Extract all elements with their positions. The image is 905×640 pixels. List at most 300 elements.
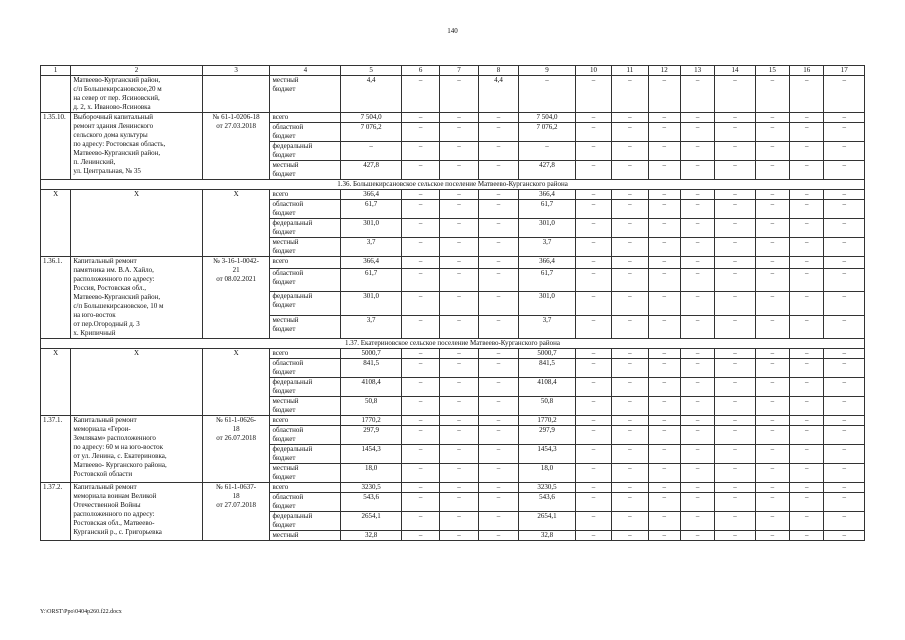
value-col-15: –	[755, 349, 789, 359]
value-col-10: –	[575, 512, 611, 531]
value-col-12: –	[648, 76, 680, 113]
value-col-8: –	[478, 493, 518, 512]
value-col-7: –	[440, 257, 478, 269]
value-col-5: 366,4	[341, 257, 402, 269]
funding-source: областной бюджет	[270, 359, 341, 378]
funding-source: федеральный бюджет	[270, 512, 341, 531]
value-col-11: –	[612, 359, 648, 378]
value-col-6: –	[401, 378, 439, 397]
value-col-11: –	[612, 257, 648, 269]
value-col-6: –	[401, 426, 439, 445]
value-col-11: –	[612, 142, 648, 161]
row-number	[41, 76, 71, 113]
value-col-10: –	[575, 113, 611, 123]
value-col-13: –	[680, 76, 714, 113]
funding-source: всего	[270, 257, 341, 269]
section-heading: 1.37. Екатериновское сельское поселение Матвеево-Курганского района	[41, 339, 865, 349]
document-number: X	[202, 349, 270, 416]
funding-source: областной бюджет	[270, 200, 341, 219]
value-col-9: 7 504,0	[519, 113, 576, 123]
value-col-16: –	[790, 416, 824, 426]
object-description: Выборочный капитальный ремонт здания Ленинского сельского дома культуры по адресу: Ростовская область, Матвеево-Курганский район, п. Ленинский, ул. Центральная, № 35	[71, 113, 202, 180]
value-col-5: 3,7	[341, 238, 402, 257]
value-col-7: –	[440, 416, 478, 426]
value-col-16: –	[790, 464, 824, 483]
value-col-5: 50,8	[341, 397, 402, 416]
value-col-12: –	[648, 269, 680, 292]
value-col-12: –	[648, 200, 680, 219]
value-col-9: 3,7	[519, 315, 576, 338]
value-col-12: –	[648, 426, 680, 445]
value-col-7: –	[440, 359, 478, 378]
value-col-11: –	[612, 292, 648, 315]
value-col-14: –	[715, 349, 755, 359]
value-col-15: –	[755, 531, 789, 541]
value-col-16: –	[790, 426, 824, 445]
value-col-12: –	[648, 113, 680, 123]
value-col-8: –	[478, 416, 518, 426]
value-col-7: –	[440, 123, 478, 142]
value-col-14: –	[715, 257, 755, 269]
value-col-11: –	[612, 113, 648, 123]
value-col-12: –	[648, 219, 680, 238]
value-col-14: –	[715, 76, 755, 113]
value-col-16: –	[790, 483, 824, 493]
value-col-5: 4,4	[341, 76, 402, 113]
object-description: Капитальный ремонт памятника им. В.А. Хайло, расположенного по адресу: Россия, Ростовская обл., Матвеево-Курганский район, с/п Большекирсановское, 10 м на юго-восток от пер.Огородный д. 3 х. Крипичный	[71, 257, 202, 339]
value-col-7: –	[440, 269, 478, 292]
value-col-6: –	[401, 269, 439, 292]
value-col-13: –	[680, 200, 714, 219]
value-col-10: –	[575, 76, 611, 113]
section-heading-row	[41, 180, 865, 190]
value-col-9: 32,8	[519, 531, 576, 541]
value-col-17: –	[824, 142, 865, 161]
value-col-11: –	[612, 200, 648, 219]
value-col-16: –	[790, 292, 824, 315]
value-col-8: –	[478, 445, 518, 464]
value-col-7: –	[440, 315, 478, 338]
value-col-14: –	[715, 123, 755, 142]
object-description: Капитальный ремонт мемориала воинам Великой Отечественной Войны расположенного по адресу: Ростовская обл., Матвеево- Курганский р., с. Григорьевка	[71, 483, 202, 541]
value-col-16: –	[790, 190, 824, 200]
value-col-10: –	[575, 426, 611, 445]
value-col-17: –	[824, 531, 865, 541]
value-col-8: –	[478, 238, 518, 257]
value-col-10: –	[575, 292, 611, 315]
value-col-13: –	[680, 445, 714, 464]
value-col-10: –	[575, 238, 611, 257]
value-col-12: –	[648, 142, 680, 161]
value-col-14: –	[715, 219, 755, 238]
value-col-13: –	[680, 397, 714, 416]
value-col-8: –	[478, 464, 518, 483]
value-col-13: –	[680, 483, 714, 493]
value-col-14: –	[715, 142, 755, 161]
value-col-8: –	[478, 512, 518, 531]
value-col-10: –	[575, 493, 611, 512]
value-col-9: 366,4	[519, 190, 576, 200]
value-col-7: –	[440, 378, 478, 397]
value-col-9: 427,8	[519, 161, 576, 180]
funding-source: местный	[270, 531, 341, 541]
value-col-15: –	[755, 512, 789, 531]
funding-source: местный бюджет	[270, 161, 341, 180]
value-col-6: –	[401, 238, 439, 257]
value-col-16: –	[790, 142, 824, 161]
value-col-12: –	[648, 378, 680, 397]
value-col-17: –	[824, 483, 865, 493]
value-col-15: –	[755, 292, 789, 315]
column-number: 16	[790, 66, 824, 76]
value-col-16: –	[790, 123, 824, 142]
value-col-12: –	[648, 512, 680, 531]
value-col-17: –	[824, 359, 865, 378]
value-col-7: –	[440, 142, 478, 161]
value-col-11: –	[612, 464, 648, 483]
value-col-12: –	[648, 397, 680, 416]
funding-source: федеральный бюджет	[270, 445, 341, 464]
table-body	[41, 66, 865, 541]
value-col-6: –	[401, 359, 439, 378]
value-col-12: –	[648, 483, 680, 493]
value-col-10: –	[575, 200, 611, 219]
value-col-6: –	[401, 200, 439, 219]
value-col-14: –	[715, 493, 755, 512]
object-description: Матвеево-Курганский район, с/п Большекирсановское,20 м на север от пер. Ясиновский, д. 2, х. Иваново-Ясиновка	[71, 76, 202, 113]
value-col-11: –	[612, 416, 648, 426]
value-col-13: –	[680, 416, 714, 426]
value-col-16: –	[790, 315, 824, 338]
value-col-16: –	[790, 161, 824, 180]
section-heading-row	[41, 339, 865, 349]
value-col-12: –	[648, 531, 680, 541]
value-col-7: –	[440, 190, 478, 200]
value-col-13: –	[680, 238, 714, 257]
value-col-5: 841,5	[341, 359, 402, 378]
funding-source: всего	[270, 190, 341, 200]
document-number: № 3-16-1-0042- 21 от 08.02.2021	[202, 257, 270, 339]
value-col-5: 18,0	[341, 464, 402, 483]
value-col-9: –	[519, 142, 576, 161]
value-col-17: –	[824, 378, 865, 397]
value-col-6: –	[401, 257, 439, 269]
value-col-6: –	[401, 315, 439, 338]
value-col-7: –	[440, 445, 478, 464]
value-col-8: –	[478, 123, 518, 142]
value-col-16: –	[790, 349, 824, 359]
value-col-17: –	[824, 123, 865, 142]
value-col-8: –	[478, 349, 518, 359]
value-col-15: –	[755, 257, 789, 269]
value-col-7: –	[440, 493, 478, 512]
value-col-13: –	[680, 464, 714, 483]
value-col-7: –	[440, 397, 478, 416]
value-col-5: 7 504,0	[341, 113, 402, 123]
value-col-13: –	[680, 292, 714, 315]
column-number-row	[41, 66, 865, 76]
value-col-12: –	[648, 292, 680, 315]
column-number: 8	[478, 66, 518, 76]
value-col-9: 61,7	[519, 200, 576, 219]
funding-source: областной бюджет	[270, 426, 341, 445]
value-col-9: 3,7	[519, 238, 576, 257]
value-col-9: 1770,2	[519, 416, 576, 426]
value-col-13: –	[680, 161, 714, 180]
object-description: X	[71, 190, 202, 257]
value-col-10: –	[575, 349, 611, 359]
value-col-6: –	[401, 445, 439, 464]
value-col-16: –	[790, 445, 824, 464]
value-col-5: 7 076,2	[341, 123, 402, 142]
value-col-15: –	[755, 416, 789, 426]
value-col-12: –	[648, 359, 680, 378]
value-col-6: –	[401, 349, 439, 359]
value-col-17: –	[824, 113, 865, 123]
value-col-7: –	[440, 76, 478, 113]
value-col-10: –	[575, 397, 611, 416]
value-col-14: –	[715, 445, 755, 464]
value-col-11: –	[612, 238, 648, 257]
funding-source: областной бюджет	[270, 493, 341, 512]
value-col-10: –	[575, 378, 611, 397]
value-col-14: –	[715, 238, 755, 257]
value-col-14: –	[715, 483, 755, 493]
value-col-17: –	[824, 397, 865, 416]
value-col-5: 5000,7	[341, 349, 402, 359]
value-col-15: –	[755, 426, 789, 445]
value-col-8: –	[478, 397, 518, 416]
table-row	[41, 76, 865, 113]
value-col-16: –	[790, 219, 824, 238]
value-col-14: –	[715, 512, 755, 531]
page-number: 140	[447, 27, 458, 35]
value-col-14: –	[715, 378, 755, 397]
value-col-14: –	[715, 269, 755, 292]
value-col-15: –	[755, 238, 789, 257]
funding-source: всего	[270, 349, 341, 359]
row-number: 1.37.1.	[41, 416, 71, 483]
value-col-7: –	[440, 113, 478, 123]
value-col-13: –	[680, 219, 714, 238]
value-col-7: –	[440, 464, 478, 483]
value-col-13: –	[680, 142, 714, 161]
value-col-9: 841,5	[519, 359, 576, 378]
value-col-9: 543,6	[519, 493, 576, 512]
value-col-15: –	[755, 219, 789, 238]
value-col-6: –	[401, 190, 439, 200]
column-number: 4	[270, 66, 341, 76]
value-col-16: –	[790, 113, 824, 123]
value-col-15: –	[755, 464, 789, 483]
value-col-17: –	[824, 426, 865, 445]
value-col-6: –	[401, 76, 439, 113]
value-col-15: –	[755, 142, 789, 161]
value-col-14: –	[715, 416, 755, 426]
funding-source: местный бюджет	[270, 76, 341, 113]
value-col-10: –	[575, 464, 611, 483]
column-number: 15	[755, 66, 789, 76]
value-col-9: 3230,5	[519, 483, 576, 493]
value-col-7: –	[440, 483, 478, 493]
value-col-15: –	[755, 269, 789, 292]
value-col-8: –	[478, 292, 518, 315]
value-col-9: 50,8	[519, 397, 576, 416]
column-number: 3	[202, 66, 270, 76]
value-col-7: –	[440, 200, 478, 219]
value-col-8: –	[478, 483, 518, 493]
value-col-17: –	[824, 219, 865, 238]
column-number: 13	[680, 66, 714, 76]
value-col-6: –	[401, 416, 439, 426]
table-row	[41, 190, 865, 200]
row-number: 1.36.1.	[41, 257, 71, 339]
value-col-17: –	[824, 238, 865, 257]
value-col-9: 366,4	[519, 257, 576, 269]
column-number: 9	[519, 66, 576, 76]
value-col-15: –	[755, 190, 789, 200]
value-col-15: –	[755, 359, 789, 378]
value-col-6: –	[401, 397, 439, 416]
value-col-14: –	[715, 292, 755, 315]
value-col-11: –	[612, 378, 648, 397]
value-col-9: 2654,1	[519, 512, 576, 531]
document-number: № 61-1-0206-18 от 27.03.2018	[202, 113, 270, 180]
value-col-13: –	[680, 123, 714, 142]
funding-source: федеральный бюджет	[270, 142, 341, 161]
value-col-8: –	[478, 359, 518, 378]
value-col-16: –	[790, 257, 824, 269]
value-col-7: –	[440, 238, 478, 257]
column-number: 17	[824, 66, 865, 76]
value-col-5: 61,7	[341, 269, 402, 292]
funding-source: областной бюджет	[270, 269, 341, 292]
value-col-11: –	[612, 531, 648, 541]
value-col-9: 301,0	[519, 219, 576, 238]
value-col-9: 5000,7	[519, 349, 576, 359]
value-col-14: –	[715, 113, 755, 123]
object-description: X	[71, 349, 202, 416]
funding-source: местный бюджет	[270, 238, 341, 257]
value-col-12: –	[648, 416, 680, 426]
value-col-5: 3230,5	[341, 483, 402, 493]
value-col-10: –	[575, 416, 611, 426]
value-col-8: –	[478, 142, 518, 161]
value-col-16: –	[790, 76, 824, 113]
value-col-14: –	[715, 190, 755, 200]
value-col-13: –	[680, 190, 714, 200]
value-col-16: –	[790, 269, 824, 292]
value-col-5: 4108,4	[341, 378, 402, 397]
value-col-11: –	[612, 315, 648, 338]
value-col-15: –	[755, 123, 789, 142]
value-col-17: –	[824, 416, 865, 426]
value-col-12: –	[648, 493, 680, 512]
value-col-5: 297,9	[341, 426, 402, 445]
value-col-6: –	[401, 512, 439, 531]
value-col-11: –	[612, 123, 648, 142]
value-col-16: –	[790, 493, 824, 512]
value-col-13: –	[680, 493, 714, 512]
value-col-13: –	[680, 113, 714, 123]
value-col-8: –	[478, 161, 518, 180]
value-col-7: –	[440, 219, 478, 238]
value-col-10: –	[575, 269, 611, 292]
value-col-17: –	[824, 493, 865, 512]
value-col-5: 427,8	[341, 161, 402, 180]
column-number: 5	[341, 66, 402, 76]
value-col-17: –	[824, 161, 865, 180]
value-col-16: –	[790, 238, 824, 257]
value-col-12: –	[648, 190, 680, 200]
value-col-11: –	[612, 483, 648, 493]
value-col-17: –	[824, 76, 865, 113]
value-col-5: 1770,2	[341, 416, 402, 426]
value-col-9: 1454,3	[519, 445, 576, 464]
document-number: X	[202, 190, 270, 257]
funding-source: всего	[270, 416, 341, 426]
value-col-12: –	[648, 464, 680, 483]
value-col-8: 4,4	[478, 76, 518, 113]
value-col-14: –	[715, 397, 755, 416]
value-col-12: –	[648, 161, 680, 180]
funding-source: местный бюджет	[270, 315, 341, 338]
document-number	[202, 76, 270, 113]
value-col-15: –	[755, 483, 789, 493]
column-number: 12	[648, 66, 680, 76]
value-col-16: –	[790, 397, 824, 416]
value-col-5: 32,8	[341, 531, 402, 541]
document-number: № 61-1-0626- 18 от 26.07.2018	[202, 416, 270, 483]
value-col-5: 301,0	[341, 292, 402, 315]
column-number: 2	[71, 66, 202, 76]
value-col-10: –	[575, 315, 611, 338]
value-col-17: –	[824, 315, 865, 338]
row-number: 1.35.10.	[41, 113, 71, 180]
value-col-14: –	[715, 315, 755, 338]
value-col-6: –	[401, 142, 439, 161]
value-col-15: –	[755, 76, 789, 113]
column-number: 10	[575, 66, 611, 76]
value-col-11: –	[612, 426, 648, 445]
value-col-15: –	[755, 493, 789, 512]
value-col-11: –	[612, 349, 648, 359]
value-col-9: 7 076,2	[519, 123, 576, 142]
value-col-12: –	[648, 257, 680, 269]
value-col-9: 4108,4	[519, 378, 576, 397]
value-col-10: –	[575, 190, 611, 200]
value-col-13: –	[680, 531, 714, 541]
row-number: 1.37.2.	[41, 483, 71, 541]
value-col-13: –	[680, 512, 714, 531]
value-col-14: –	[715, 531, 755, 541]
value-col-6: –	[401, 113, 439, 123]
value-col-11: –	[612, 445, 648, 464]
file-path-footer: Y:\ORST\Ppo\0404p260.f22.docx	[40, 609, 122, 615]
value-col-17: –	[824, 445, 865, 464]
value-col-13: –	[680, 378, 714, 397]
value-col-13: –	[680, 269, 714, 292]
value-col-8: –	[478, 113, 518, 123]
value-col-7: –	[440, 512, 478, 531]
value-col-6: –	[401, 464, 439, 483]
value-col-17: –	[824, 349, 865, 359]
value-col-5: 543,6	[341, 493, 402, 512]
value-col-10: –	[575, 142, 611, 161]
value-col-13: –	[680, 257, 714, 269]
value-col-10: –	[575, 219, 611, 238]
value-col-8: –	[478, 269, 518, 292]
